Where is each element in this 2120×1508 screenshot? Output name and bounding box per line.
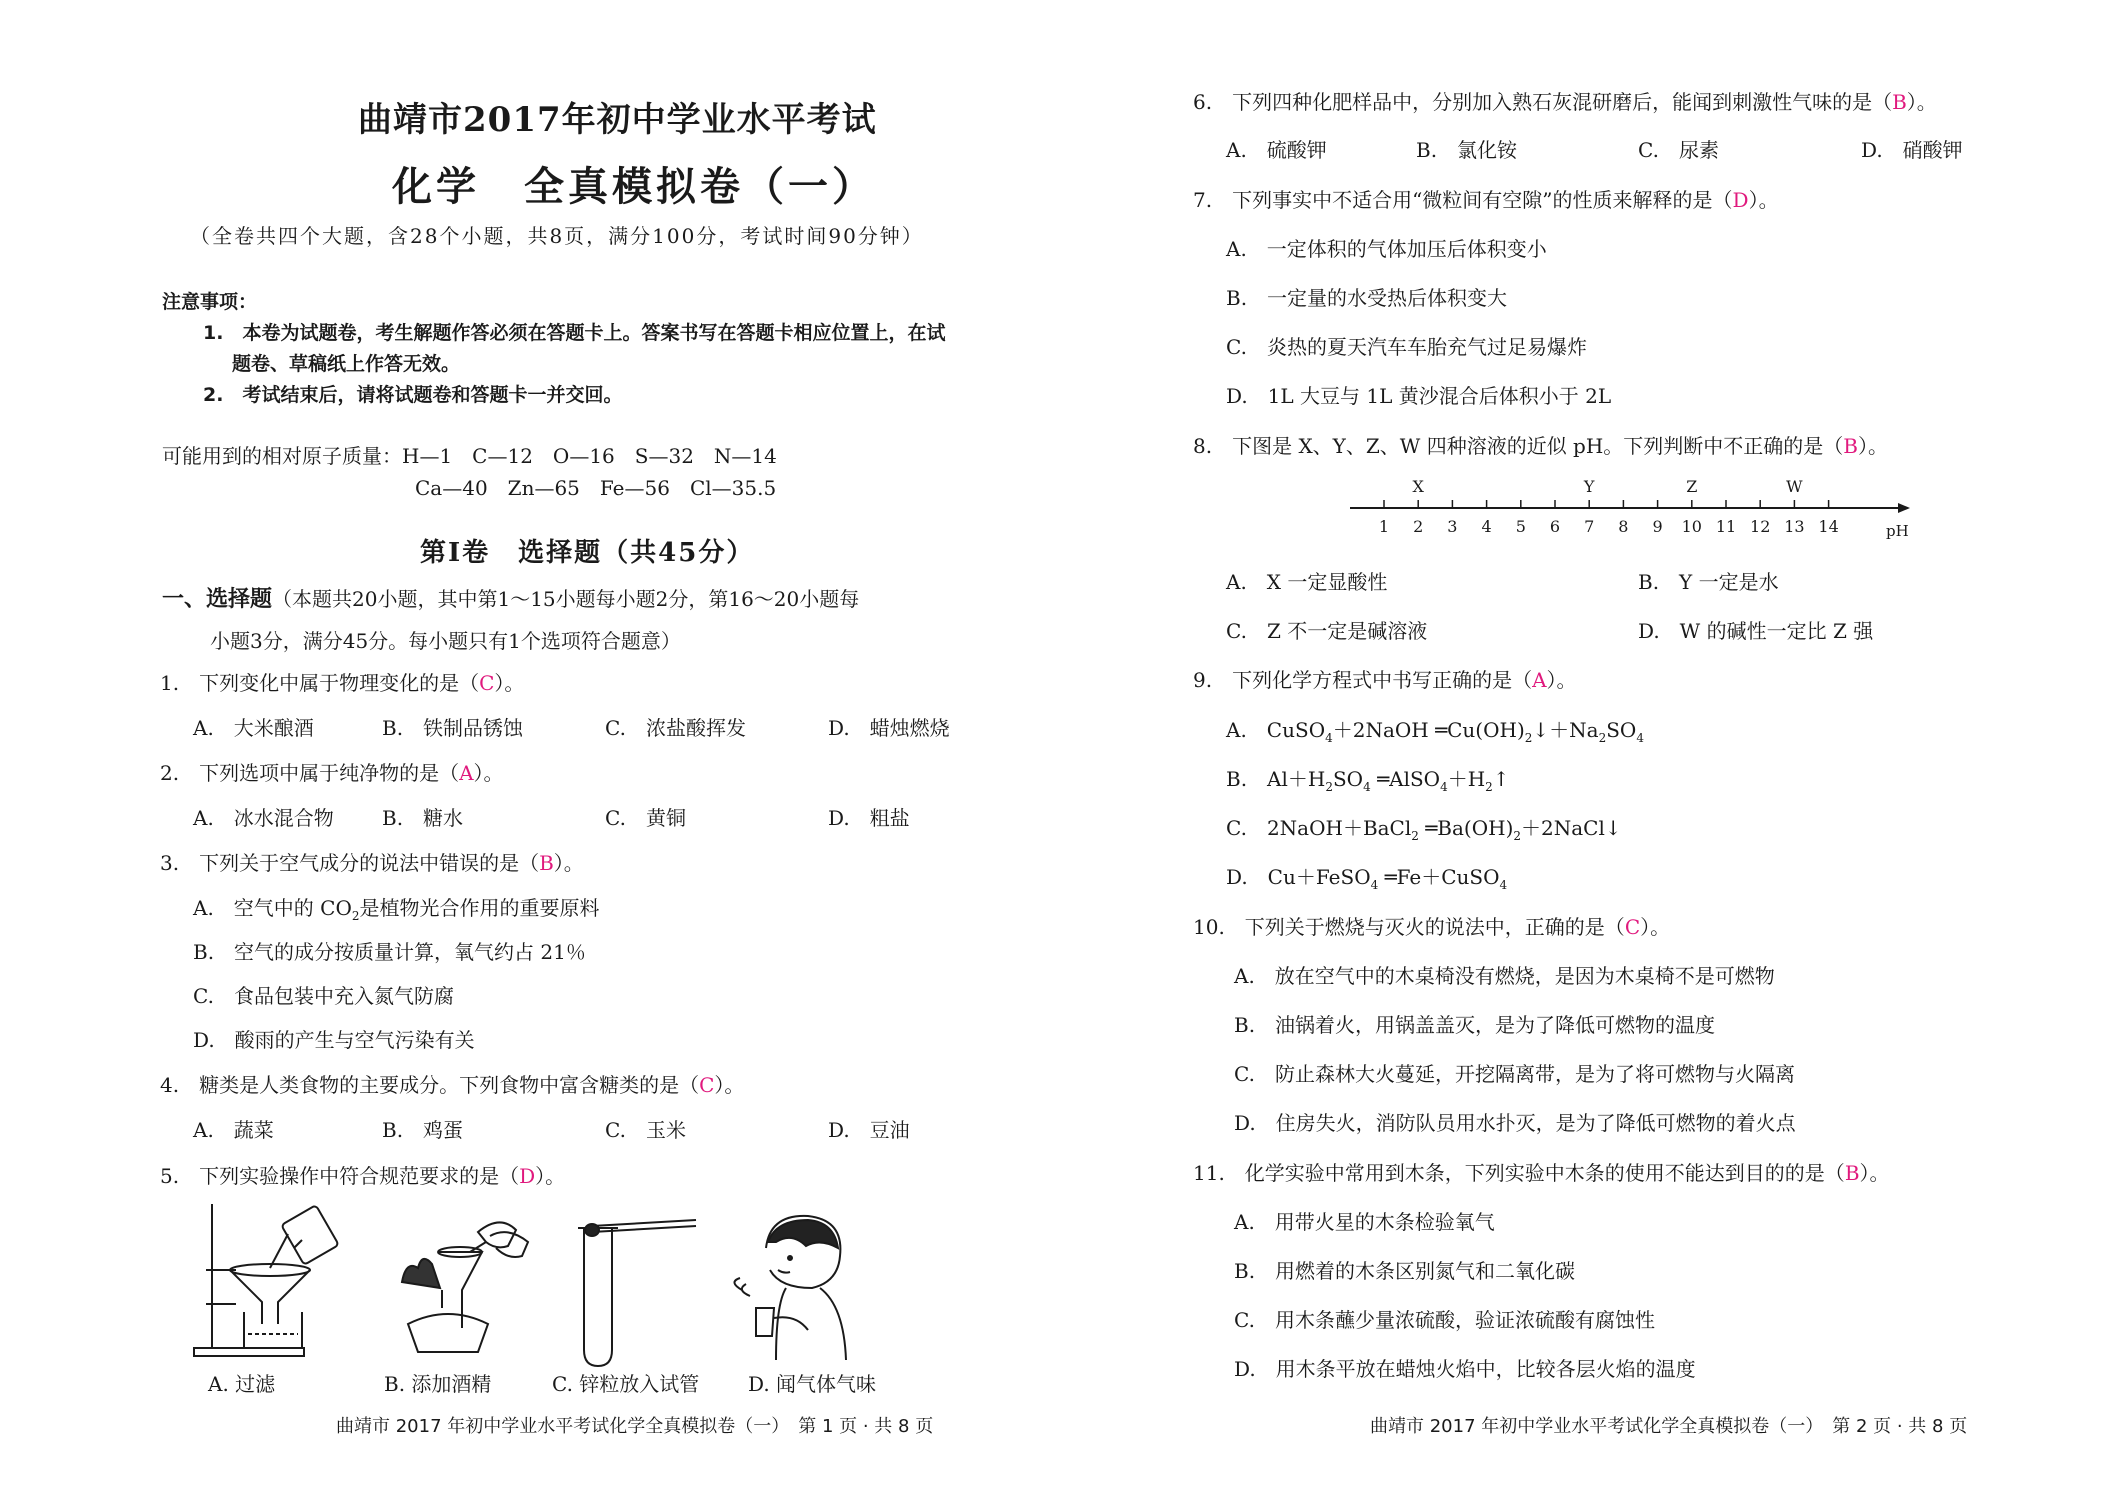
ph-tick-label-14: 14 — [1818, 517, 1839, 536]
q11-answer: B — [1844, 1161, 1860, 1185]
question-9 — [1193, 664, 1577, 693]
q3-a-post: 是植物光合作用的重要原料 — [359, 896, 600, 920]
q7-option-b: B. 一定量的水受热后体积变大 — [1226, 286, 1508, 310]
ph-tick-label-3: 3 — [1447, 517, 1458, 536]
q3-option-b: B. 空气的成分按质量计算，氧气约占 21％ — [193, 940, 586, 964]
question-3 — [160, 847, 584, 876]
q9-end: ）。 — [1546, 668, 1577, 692]
q6-end: ）。 — [1906, 90, 1937, 114]
q10-option-c: C. 防止森林大火蔓延，开挖隔离带，是为了将可燃物与火隔离 — [1234, 1062, 1795, 1086]
q3-option-a — [193, 892, 600, 923]
q6-answer: B — [1892, 90, 1907, 114]
q4-option-d: D. 豆油 — [828, 1118, 910, 1142]
q9-option-a: A. CuSO$_4$＋2NaOH $═Cu(OH)_2↓+Na_2SO_4$ — [1226, 718, 1644, 745]
q9-option-d: D. Cu＋FeSO$_4$ ═Fe＋CuSO$_4$ — [1226, 865, 1508, 892]
question-10 — [1193, 911, 1670, 940]
q8-option-a: A. X 一定显酸性 — [1226, 570, 1388, 594]
q2-option-d: D. 粗盐 — [828, 806, 910, 830]
q8-option-c: C. Z 不一定是碱溶液 — [1226, 619, 1428, 643]
q10-option-a: A. 放在空气中的木桌椅没有燃烧，是因为木桌椅不是可燃物 — [1234, 964, 1775, 988]
q2-stem: 2. 下列选项中属于纯净物的是（ — [160, 761, 460, 785]
q6-option-b: B. 氯化铵 — [1416, 138, 1518, 162]
part-desc-1: （本题共20小题，其中第1～15小题每小题2分，第16～20小题每 — [272, 587, 860, 611]
zinc-test-tube-illustration — [570, 1218, 710, 1368]
q4-option-a: A. 蔬菜 — [193, 1118, 274, 1142]
ph-tick-label-10: 10 — [1681, 517, 1702, 536]
q9-c-label: C. — [1226, 816, 1247, 840]
ph-tick-label-5: 5 — [1515, 517, 1526, 536]
q5-end: ）。 — [535, 1164, 566, 1188]
smelling-gas-illustration — [716, 1208, 856, 1363]
q1-end: ）。 — [494, 671, 525, 695]
q3-a-sub: 2 — [351, 909, 360, 923]
q10-stem: 10. 下列关于燃烧与灭火的说法中，正确的是（ — [1193, 915, 1625, 939]
exam-subtitle: 化学 全真模拟卷（一） — [392, 163, 876, 210]
question-8 — [1193, 430, 1888, 459]
question-5 — [160, 1160, 565, 1189]
ph-tick-label-8: 8 — [1618, 517, 1629, 536]
q9-stem: 9. 下列化学方程式中书写正确的是（ — [1193, 668, 1533, 692]
q3-option-d: D. 酸雨的产生与空气污染有关 — [193, 1028, 475, 1052]
question-4 — [160, 1069, 744, 1098]
ph-marker-Y: Y — [1583, 477, 1595, 496]
q7-option-a: A. 一定体积的气体加压后体积变小 — [1226, 237, 1547, 261]
q11-stem: 11. 化学实验中常用到木条，下列实验中木条的使用不能达到目的的是（ — [1193, 1161, 1845, 1185]
q8-answer: B — [1843, 434, 1858, 458]
q2-option-b: B. 糖水 — [382, 806, 464, 830]
q3-end: ）。 — [553, 851, 584, 875]
notice-item-1: 1. 本卷为试题卷，考生解题作答必须在答题卡上。答案书写在答题卡相应位置上，在试 — [203, 322, 946, 344]
q11-option-a: A. 用带火星的木条检验氧气 — [1234, 1210, 1495, 1234]
ph-tick-label-9: 9 — [1652, 517, 1663, 536]
right-footer: 曲靖市 2017 年初中学业水平考试化学全真模拟卷（一） 第 2 页 · 共 8 页 — [1370, 1416, 1968, 1437]
q7-end: ）。 — [1748, 188, 1779, 212]
q1-option-a: A. 大米酿酒 — [193, 716, 314, 740]
fig-b-label: B. 添加酒精 — [384, 1372, 492, 1396]
q2-answer: A — [459, 761, 474, 785]
q9-b-label: B. — [1226, 767, 1248, 791]
q1-answer: C — [479, 671, 495, 695]
q3-stem: 3. 下列关于空气成分的说法中错误的是（ — [160, 851, 540, 875]
q2-end: ）。 — [473, 761, 504, 785]
q2-option-c: C. 黄铜 — [605, 806, 686, 830]
adding-alcohol-illustration — [378, 1212, 538, 1362]
ph-tick-label-12: 12 — [1750, 517, 1771, 536]
ph-tick-label-11: 11 — [1715, 517, 1737, 536]
ph-tick-label-1: 1 — [1378, 517, 1390, 536]
notice-item-2: 2. 考试结束后，请将试题卷和答题卡一并交回。 — [203, 384, 623, 406]
q4-option-c: C. 玉米 — [605, 1118, 686, 1142]
q11-option-d: D. 用木条平放在蜡烛火焰中，比较各层火焰的温度 — [1234, 1357, 1696, 1381]
fig-d-label: D. 闻气体气味 — [748, 1372, 877, 1396]
ph-tick-label-7: 7 — [1584, 517, 1595, 536]
q1-option-d: D. 蜡烛燃烧 — [828, 716, 950, 740]
q8-end: ）。 — [1858, 434, 1888, 458]
q1-option-b: B. 铁制品锈蚀 — [382, 716, 524, 740]
ph-marker-W: W — [1786, 477, 1803, 496]
ph-unit-label: pH — [1886, 522, 1909, 540]
question-2 — [160, 757, 504, 786]
q7-stem: 7. 下列事实中不适合用“微粒间有空隙”的性质来解释的是（ — [1193, 188, 1733, 212]
q7-answer: D — [1732, 188, 1749, 212]
notice-item-1-cont: 题卷、草稿纸上作答无效。 — [232, 353, 461, 375]
q5-answer: D — [519, 1164, 536, 1188]
filtration-illustration — [190, 1200, 350, 1360]
q4-stem: 4. 糖类是人类食物的主要成分。下列食物中富含糖类的是（ — [160, 1073, 700, 1097]
q8-option-d: D. W 的碱性一定比 Z 强 — [1638, 619, 1874, 643]
ph-tick-label-6: 6 — [1549, 517, 1561, 536]
left-footer: 曲靖市 2017 年初中学业水平考试化学全真模拟卷（一） 第 1 页 · 共 8 页 — [336, 1416, 934, 1437]
q6-option-c: C. 尿素 — [1638, 138, 1719, 162]
q10-end: ）。 — [1640, 915, 1671, 939]
q3-option-c: C. 食品包装中充入氮气防腐 — [193, 984, 454, 1008]
q8-option-b: B. Y 一定是水 — [1638, 570, 1779, 594]
q9-a-label: A. — [1226, 718, 1247, 742]
atomic-mass-line-1: 可能用到的相对原子质量：H—1 C—12 O—16 S—32 N—14 — [162, 444, 777, 468]
q6-stem: 6. 下列四种化肥样品中，分别加入熟石灰混研磨后，能闻到刺激性气味的是（ — [1193, 90, 1893, 114]
question-1 — [160, 667, 524, 696]
fig-c-label: C. 锌粒放入试管 — [552, 1372, 700, 1396]
q9-option-b: B. $Al+H_2SO_4$ $═AlSO_4+H_2↑$ — [1226, 767, 1510, 794]
exam-info: （全卷共四个大题，含28个小题，共8页，满分100分，考试时间90分钟） — [190, 224, 924, 248]
part-desc-2: 小题3分，满分45分。每小题只有1个选项符合题意） — [210, 629, 681, 653]
q5-stem: 5. 下列实验操作中符合规范要求的是（ — [160, 1164, 520, 1188]
part-heading: 一、选择题 — [162, 587, 273, 612]
part-heading-line — [162, 582, 859, 613]
q11-option-c: C. 用木条蘸少量浓硫酸，验证浓硫酸有腐蚀性 — [1234, 1308, 1655, 1332]
q2-option-a: A. 冰水混合物 — [193, 806, 334, 830]
q1-stem: 1. 下列变化中属于物理变化的是（ — [160, 671, 480, 695]
q8-stem: 8. 下图是 X、Y、Z、W 四种溶液的近似 pH。下列判断中不正确的是（ — [1193, 434, 1844, 458]
ph-tick-label-4: 4 — [1481, 517, 1492, 536]
ph-tick-label-13: 13 — [1784, 517, 1805, 536]
ph-marker-X: X — [1412, 477, 1424, 496]
q10-option-b: B. 油锅着火，用锅盖盖灭，是为了降低可燃物的温度 — [1234, 1013, 1716, 1037]
q11-end: ）。 — [1859, 1161, 1890, 1185]
exam-title: 曲靖市2017年初中学业水平考试 — [358, 100, 877, 140]
q7-option-c: C. 炎热的夏天汽车车胎充气过足易爆炸 — [1226, 335, 1587, 359]
ph-tick-label-2: 2 — [1413, 517, 1424, 536]
q9-answer: A — [1532, 668, 1547, 692]
q4-option-b: B. 鸡蛋 — [382, 1118, 464, 1142]
q4-answer: C — [699, 1073, 715, 1097]
q9-option-c: C. 2NaOH＋BaCl$_2$ $═Ba(OH)_2+2NaCl↓$ — [1226, 816, 1622, 843]
q10-answer: C — [1624, 915, 1641, 939]
question-11 — [1193, 1157, 1890, 1186]
q7-option-d: D. 1L 大豆与 1L 黄沙混合后体积小于 2L — [1226, 384, 1612, 408]
q1-option-c: C. 浓盐酸挥发 — [605, 716, 746, 740]
question-6 — [1193, 86, 1937, 115]
q6-option-d: D. 硝酸钾 — [1861, 138, 1963, 162]
q6-option-a: A. 硫酸钾 — [1226, 138, 1327, 162]
q10-option-d: D. 住房失火，消防队员用水扑灭，是为了降低可燃物的着火点 — [1234, 1111, 1796, 1135]
q3-a-pre: A. 空气中的 CO — [193, 896, 352, 920]
question-7 — [1193, 184, 1779, 213]
atomic-mass-line-2: Ca—40 Zn—65 Fe—56 Cl—35.5 — [415, 476, 777, 500]
q11-option-b: B. 用燃着的木条区别氮气和二氧化碳 — [1234, 1259, 1576, 1283]
q3-answer: B — [539, 851, 554, 875]
section-title: 第Ⅰ卷 选择题（共45分） — [420, 538, 755, 568]
ph-marker-Z: Z — [1686, 477, 1698, 496]
q4-end: ）。 — [714, 1073, 745, 1097]
notice-heading: 注意事项： — [162, 291, 258, 313]
q9-d-label: D. — [1226, 865, 1248, 889]
fig-a-label: A. 过滤 — [208, 1372, 276, 1396]
ph-scale — [1350, 472, 1910, 544]
